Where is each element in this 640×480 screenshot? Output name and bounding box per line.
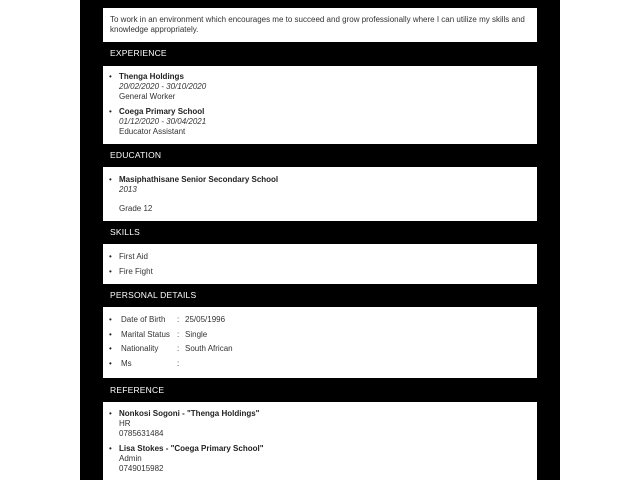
detail-colon: : [177,315,180,324]
experience-box [103,66,537,144]
experience-company: • Thenga Holdings [119,72,184,81]
reference-phone: 0749015982 [119,464,164,473]
education-school: • Masiphathisane Senior Secondary School [119,175,279,184]
objective-box [103,8,537,42]
detail-label: • Date of Birth [121,315,166,324]
reference-role: Admin [119,454,142,463]
reference-heading: REFERENCE [110,385,165,395]
skill-item: • Fire Fight [103,267,537,277]
reference-item [103,444,537,474]
detail-colon: : [177,344,180,353]
education-item [103,175,537,214]
detail-value: Single [185,329,208,339]
education-heading: EDUCATION [110,150,162,160]
objective-text: To work in an environment which encourages me to succeed and grow professionally where I can utilize my skills and knowledge appropriately. [110,15,525,34]
experience-heading: EXPERIENCE [110,48,167,58]
detail-row-marital-status [103,330,537,345]
detail-row-dob [103,315,537,330]
skills-list [103,252,537,277]
detail-colon: : [177,358,180,368]
experience-dates: 20/02/2020 - 30/10/2020 [119,82,207,91]
detail-label: • Nationality [121,344,159,353]
experience-company: • Coega Primary School [119,107,205,116]
reference-name: • Lisa Stokes - "Coega Primary School" [119,444,264,453]
education-box [103,167,537,221]
detail-label: • Marital Status [121,329,170,339]
reference-list [103,409,537,474]
experience-dates: 01/12/2020 - 30/04/2021 [119,117,207,126]
detail-value: South African [185,344,233,353]
experience-item [103,107,537,137]
detail-row-nationality [103,344,537,359]
experience-role: General Worker [119,92,176,101]
experience-list [103,72,537,137]
detail-row-title [103,359,537,374]
reference-name: • Nonkosi Sogoni - "Thenga Holdings" [119,409,260,418]
experience-role: Educator Assistant [119,127,186,136]
cv-document [80,0,560,480]
experience-item [103,72,537,102]
detail-label: • Ms [121,358,132,368]
detail-colon: : [177,329,180,339]
personal-details-heading: PERSONAL DETAILS [110,290,197,300]
reference-role: HR [119,419,131,428]
education-year: 2013 [119,185,137,194]
education-list [103,175,537,214]
reference-phone: 0785631484 [119,429,164,438]
detail-value: 25/05/1996 [185,315,226,324]
skill-item: • First Aid [103,252,537,262]
personal-details-box [103,307,537,378]
education-grade: Grade 12 [119,204,153,213]
reference-item [103,409,537,439]
reference-box [103,402,537,480]
skills-box [103,244,537,284]
skills-heading: SKILLS [110,227,141,237]
